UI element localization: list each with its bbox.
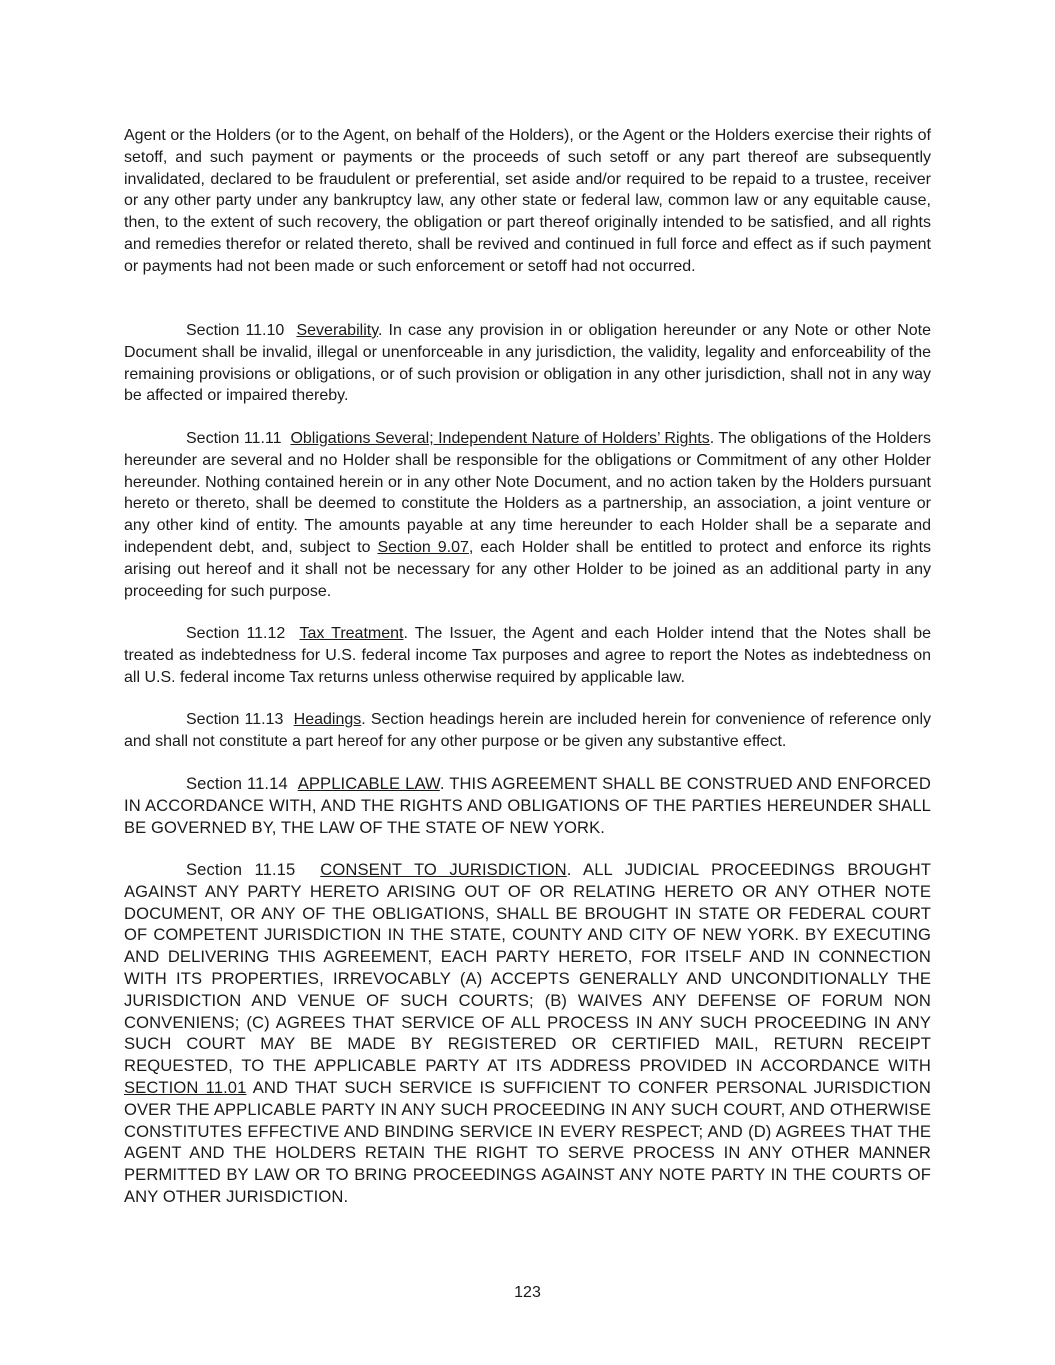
continuation-text: Agent or the Holders (or to the Agent, on behalf of the Holders), or the Agent or the Holders exercise their rights of setoff, and such payment or payments or the proceeds of such setoff or any part thereof are subsequently invalidated, declared to be fraudulent or preferential, set aside and/or required to be repaid to a trustee, receiver or any other party under any bankruptcy law, any other state or federal law, common law or any equitable cause, then, to the extent of such recovery, the obligation or part thereof originally intended to be satisfied, and all rights and remedies therefor or related thereto, shall be revived and continued in full force and effect as if such payment or payments had not been made or such enforcement or setoff had not occurred. (124, 127, 931, 275)
section-body: . Section headings herein are included herein for convenience of reference only and shall not constitute a part hereof for any other purpose or be given any substantive effect. (124, 711, 932, 750)
section-number: Section 11.11 (186, 430, 282, 447)
section-body-continued: , each Holder shall be entitled to protect and enforce its rights arising out hereof and it shall not be necessary for any other Holder to be joined as an additional party in any proceeding for such purpose. (124, 538, 932, 600)
section-number: Section 11.14 (186, 774, 288, 793)
paragraph-continuation (124, 125, 931, 278)
section-body: . THIS AGREEMENT SHALL BE CONSTRUED AND ENFORCED IN ACCORDANCE WITH, AND THE RIGHTS AND OBLIGATIONS OF THE PARTIES HEREUNDER SHALL BE GOVERNED BY, THE LAW OF THE STATE OF NEW YORK. (124, 774, 931, 837)
section-number: Section 11.15 (186, 860, 296, 879)
cross-reference-link[interactable]: Section 9.07 (377, 538, 469, 556)
section-body-continued: AND THAT SUCH SERVICE IS SUFFICIENT TO CONFER PERSONAL JURISDICTION OVER THE APPLICABLE PARTY IN ANY SUCH PROCEEDING IN ANY SUCH COURT, AND OTHERWISE CONSTITUTES EFFECTIVE AND BINDING SERVICE IN EVERY RESPECT; AND (D) AGREES THAT THE AGENT AND THE HOLDERS RETAIN THE RIGHT TO SERVE PROCESS IN ANY OTHER MANNER PERMITTED BY LAW OR TO BRING PROCEEDINGS AGAINST ANY NOTE PARTY IN THE COURTS OF ANY OTHER JURISDICTION. (124, 1077, 932, 1206)
section-body: . ALL JUDICIAL PROCEEDINGS BROUGHT AGAINST ANY PARTY HERETO ARISING OUT OF OR RELATING HERETO OR ANY OTHER NOTE DOCUMENT, OR ANY OF THE OBLIGATIONS, SHALL BE BROUGHT IN STATE OR FEDERAL COURT OF COMPETENT JURISDICTION IN THE STATE, COUNTY AND CITY OF NEW YORK. BY EXECUTING AND DELIVERING THIS AGREEMENT, EACH PARTY HERETO, FOR ITSELF AND IN CONNECTION WITH ITS PROPERTIES, IRREVOCABLY (A) ACCEPTS GENERALLY AND UNCONDITIONALLY THE JURISDICTION AND VENUE OF SUCH COURTS; (B) WAIVES ANY DEFENSE OF FORUM NON CONVENIENS; (C) AGREES THAT SERVICE OF ALL PROCESS IN ANY SUCH PROCEEDING IN ANY SUCH COURT MAY BE MADE BY REGISTERED OR CERTIFIED MAIL, RETURN RECEIPT REQUESTED, TO THE APPLICABLE PARTY AT ITS ADDRESS PROVIDED IN ACCORDANCE WITH (124, 860, 932, 1076)
cross-reference-link[interactable]: SECTION 11.01 (124, 1077, 247, 1097)
section-heading: Severability (296, 322, 378, 339)
section-11-14 (124, 773, 931, 838)
section-number: Section 11.12 (186, 625, 286, 642)
section-11-10 (124, 320, 931, 407)
section-11-15 (124, 859, 931, 1208)
section-heading: CONSENT TO JURISDICTION (320, 860, 567, 879)
section-heading: APPLICABLE LAW (297, 774, 440, 793)
section-11-13 (124, 709, 931, 753)
section-body: . In case any provision in or obligation hereunder or any Note or other Note Document shall be invalid, illegal or unenforceable in any jurisdiction, the validity, legality and enforceability of the remaining provisions or obligations, or of such provision or obligation in any other jurisdiction, shall not in any way be affected or impaired thereby. (124, 322, 932, 405)
section-number: Section 11.10 (186, 322, 285, 339)
section-heading: Obligations Several; Independent Nature of Holders’ Rights (290, 430, 710, 447)
section-heading: Headings (293, 711, 362, 728)
section-11-11 (124, 428, 931, 602)
section-number: Section 11.13 (186, 711, 284, 728)
section-body: . The Issuer, the Agent and each Holder intend that the Notes shall be treated as indebtedness for U.S. federal income Tax purposes and agree to report the Notes as indebtedness on all U.S. federal income Tax returns unless otherwise required by applicable law. (124, 625, 932, 686)
section-heading: Tax Treatment (299, 625, 404, 642)
page-number: 123 (514, 1284, 541, 1301)
section-11-12 (124, 623, 931, 688)
section-body: . The obligations of the Holders hereunder are several and no Holder shall be responsible for the obligations or Commitment of any other Holder hereunder. Nothing contained herein or in any other Note Document, and no action taken by the Holders pursuant hereto or thereto, shall be deemed to constitute the Holders as a partnership, an association, a joint venture or any other kind of entity. The amounts payable at any time hereunder to each Holder shall be a separate and independent debt, and, subject to (124, 430, 932, 556)
